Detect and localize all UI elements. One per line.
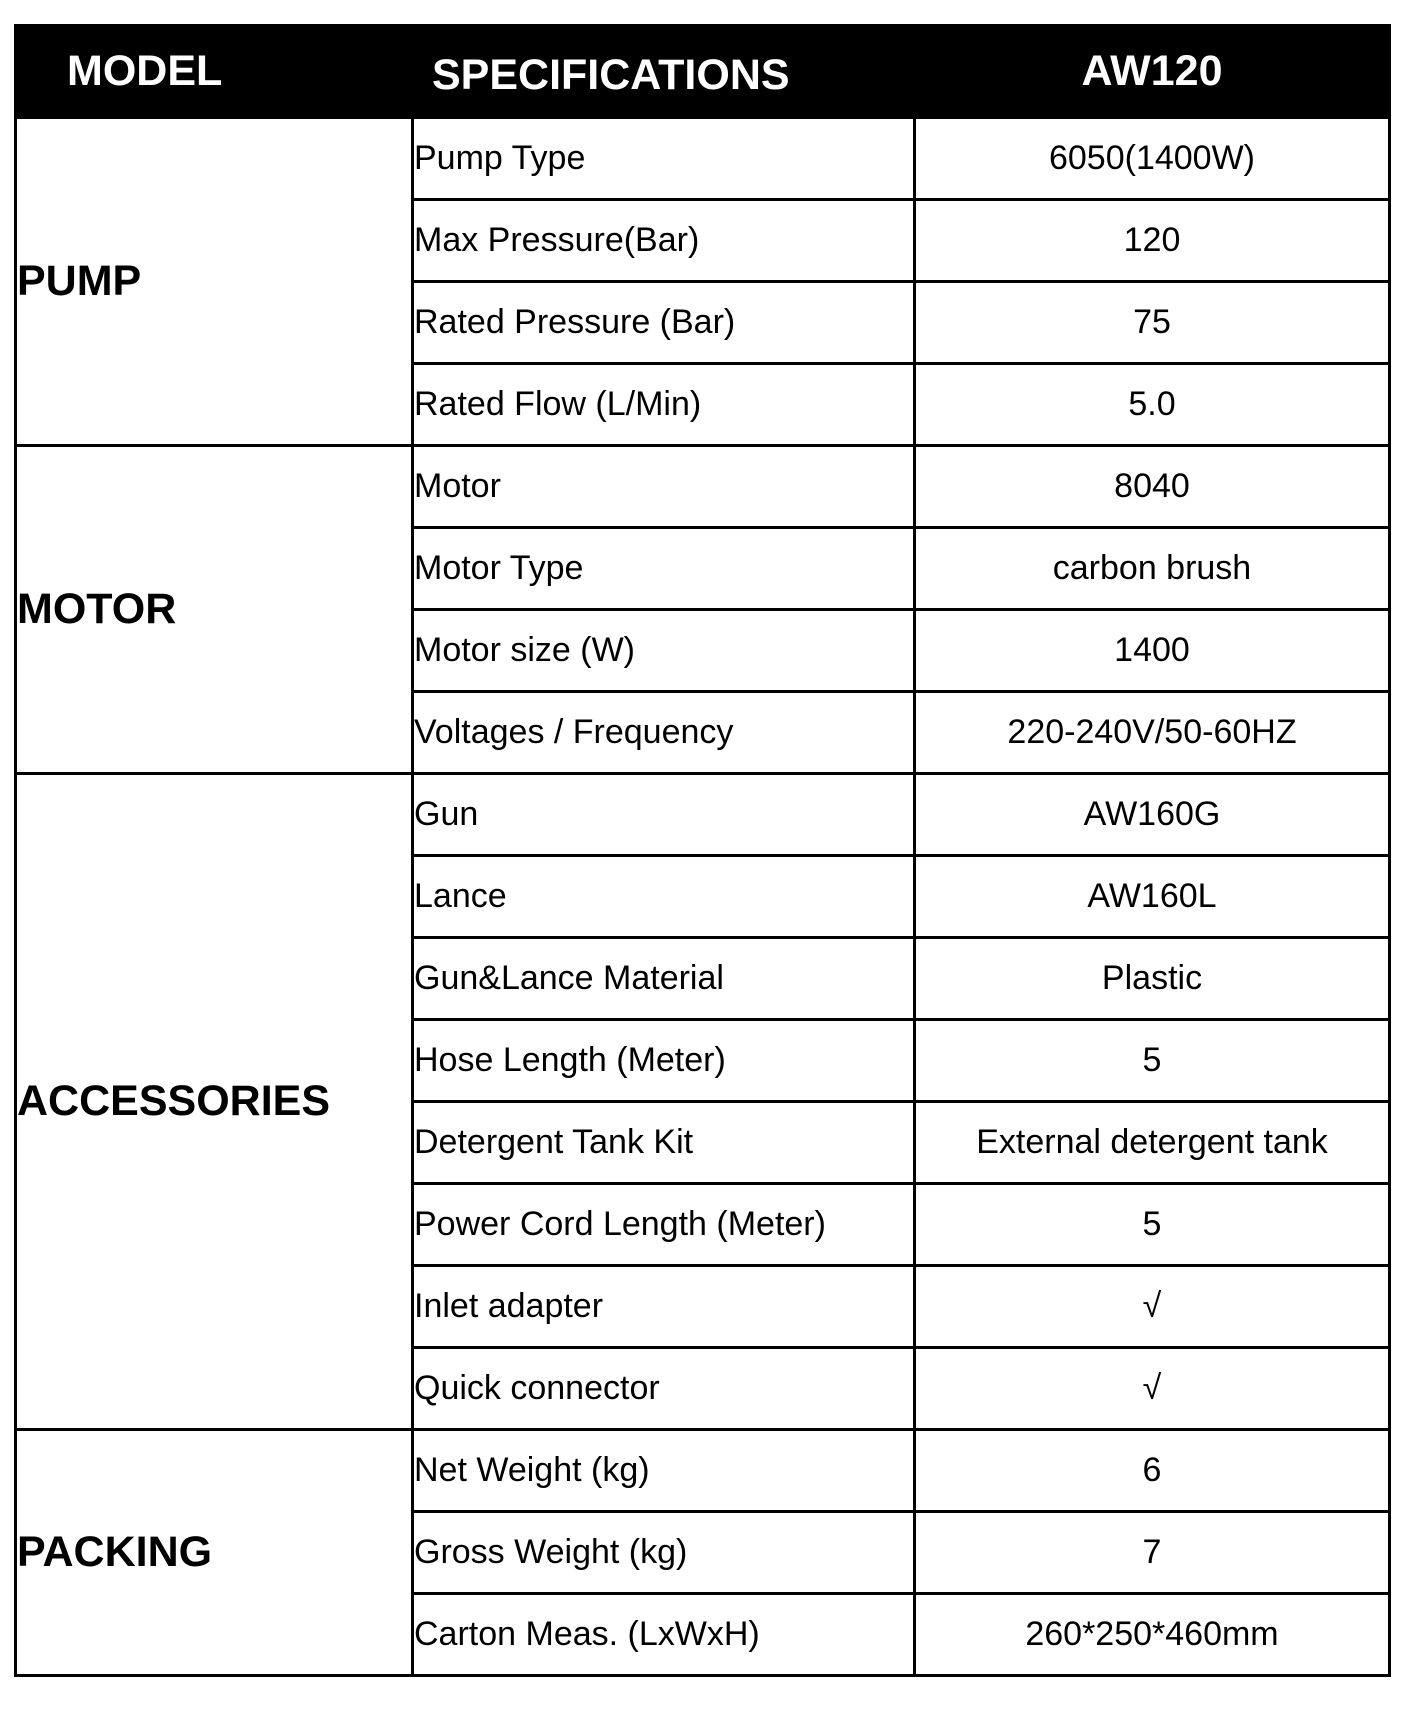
group-label-accessories: ACCESSORIES (16, 774, 413, 1430)
table-row (16, 774, 1390, 856)
spec-label: Motor size (W) (413, 610, 915, 692)
header-row (16, 26, 1390, 118)
spec-label: Max Pressure(Bar) (413, 200, 915, 282)
spec-label: Motor (413, 446, 915, 528)
spec-value: 260*250*460mm (915, 1594, 1390, 1676)
spec-value: √ (915, 1348, 1390, 1430)
header-specifications: SPECIFICATIONS (413, 26, 915, 118)
group-label-motor: MOTOR (16, 446, 413, 774)
spec-value: √ (915, 1266, 1390, 1348)
spec-table (14, 24, 1391, 1677)
spec-value: 5 (915, 1020, 1390, 1102)
table-header (16, 26, 1390, 118)
spec-value: Plastic (915, 938, 1390, 1020)
spec-label: Power Cord Length (Meter) (413, 1184, 915, 1266)
spec-label: Net Weight (kg) (413, 1430, 915, 1512)
table-row (16, 446, 1390, 528)
table-row (16, 1430, 1390, 1512)
spec-label: Inlet adapter (413, 1266, 915, 1348)
spec-label: Pump Type (413, 118, 915, 200)
spec-value: 1400 (915, 610, 1390, 692)
spec-value: 220-240V/50-60HZ (915, 692, 1390, 774)
spec-label: Detergent Tank Kit (413, 1102, 915, 1184)
header-model-name: AW120 (915, 26, 1390, 118)
spec-value: 5.0 (915, 364, 1390, 446)
spec-label: Lance (413, 856, 915, 938)
spec-label: Rated Pressure (Bar) (413, 282, 915, 364)
spec-label: Rated Flow (L/Min) (413, 364, 915, 446)
spec-label: Voltages / Frequency (413, 692, 915, 774)
spec-value: carbon brush (915, 528, 1390, 610)
spec-value: 5 (915, 1184, 1390, 1266)
spec-value: 7 (915, 1512, 1390, 1594)
table-row (16, 118, 1390, 200)
spec-value: 6050(1400W) (915, 118, 1390, 200)
spec-value: AW160G (915, 774, 1390, 856)
spec-value: 6 (915, 1430, 1390, 1512)
spec-value: 75 (915, 282, 1390, 364)
spec-label: Hose Length (Meter) (413, 1020, 915, 1102)
spec-label: Gun&Lance Material (413, 938, 915, 1020)
spec-label: Gross Weight (kg) (413, 1512, 915, 1594)
spec-label: Gun (413, 774, 915, 856)
header-model: MODEL (16, 26, 413, 118)
spec-value: External detergent tank (915, 1102, 1390, 1184)
spec-value: AW160L (915, 856, 1390, 938)
spec-label: Motor Type (413, 528, 915, 610)
group-label-pump: PUMP (16, 118, 413, 446)
spec-label: Quick connector (413, 1348, 915, 1430)
spec-value: 8040 (915, 446, 1390, 528)
group-label-packing: PACKING (16, 1430, 413, 1676)
spec-label: Carton Meas. (LxWxH) (413, 1594, 915, 1676)
table-body (16, 118, 1390, 1676)
spec-value: 120 (915, 200, 1390, 282)
